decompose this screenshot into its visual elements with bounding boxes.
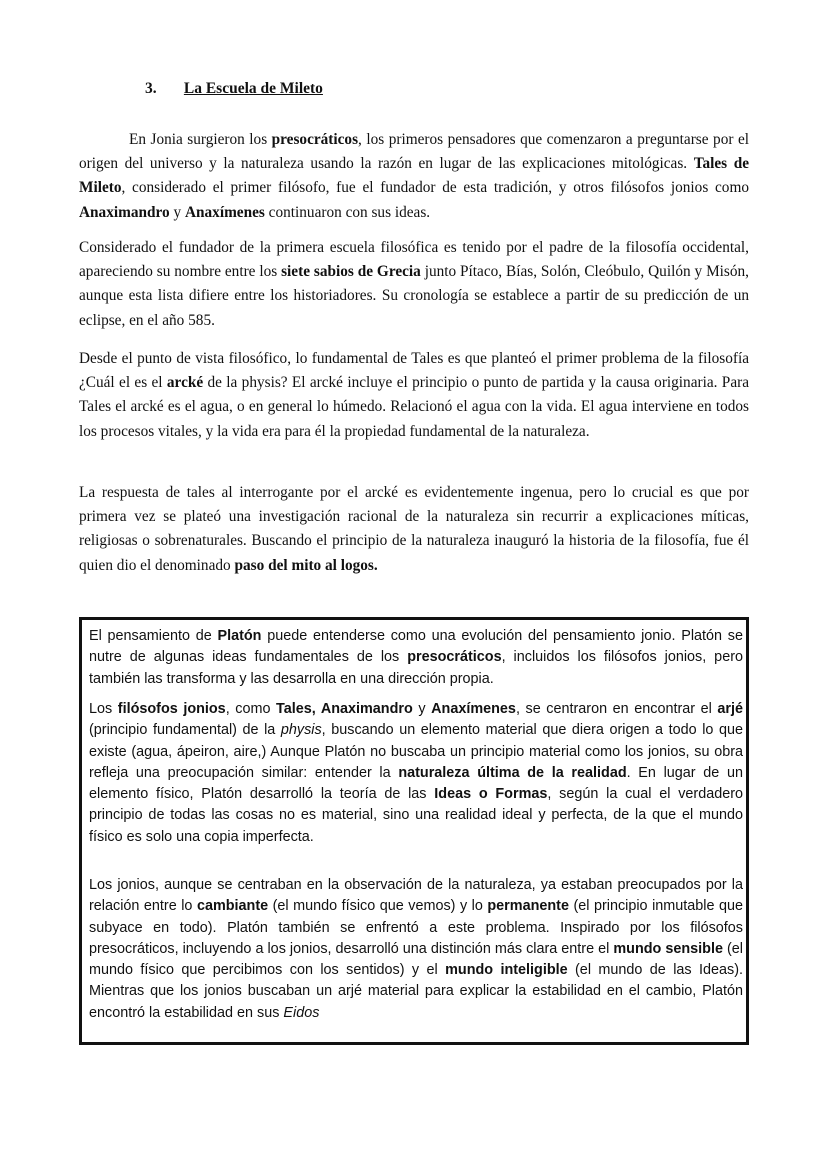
text-run: En Jonia surgieron los: [129, 131, 272, 148]
text-run: (el mundo físico que vemos) y lo: [268, 898, 488, 915]
box-paragraph: [89, 626, 743, 690]
emphasis-bold: presocráticos: [407, 649, 502, 666]
section-heading: [145, 80, 323, 98]
emphasis-bold: naturaleza última de la realidad: [398, 764, 627, 781]
box-paragraph: [89, 699, 743, 848]
text-run: (principio fundamental) de la: [89, 722, 281, 739]
emphasis-bold: mundo sensible: [613, 940, 723, 957]
text-run: , buscando un elemento material que diera origen a todo lo que existe (agua, ápeiron, aire,) Aunque Platón no buscaba un principio material como los jonios, su obra refleja una preocupación similar: entender la: [89, 722, 743, 781]
box-paragraph: [89, 875, 743, 1024]
text-run: y: [412, 701, 432, 717]
emphasis-bold: Ideas o Formas: [434, 786, 548, 803]
text-run: Considerado el fundador de la primera escuela filosófica es tenido por el padre de la filosofía occidental, apareciendo su nombre entre los: [79, 239, 749, 281]
emphasis-bold: siete sabios de Grecia: [281, 263, 421, 281]
emphasis-bold: filósofos jonios: [117, 701, 226, 717]
text-run: junto Pítaco, Bías, Solón, Cleóbulo, Quilón y Misón, aunque esta lista difiere entre los historiadores. Su cronología se establece a partir de su predicción de un eclipse, en el año 585.: [79, 263, 749, 329]
paragraph: [79, 481, 749, 578]
section-number: 3.: [145, 80, 157, 97]
section-title: La Escuela de Mileto: [183, 80, 323, 97]
text-run: (el mundo de las Ideas). Mientras que los jonios buscaban un arjé material para explicar la estabilidad en el cambio, Platón encontró la estabilidad en sus: [89, 962, 743, 1021]
emphasis-bold: Anaxímenes: [431, 701, 516, 717]
text-run: , se centraron en encontrar el: [515, 701, 718, 717]
emphasis-bold: Tales, Anaximandro: [276, 701, 413, 717]
text-run: puede entenderse como una evolución del pensamiento jonio. Platón se nutre de algunas ideas fundamentales de los: [89, 628, 743, 666]
text-run: . En lugar de un elemento físico, Platón desarrolló la teoría de las: [89, 764, 743, 803]
plato-callout-box: [79, 617, 749, 1045]
text-run: Los jonios, aunque se centraban en la observación de la naturaleza, ya estaban preocupados por la relación entre lo: [89, 877, 743, 915]
emphasis-bold: arcké: [166, 374, 204, 392]
text-run: , incluidos los filósofos jonios, pero también las transforma y las desarrolla en una dirección propia.: [89, 649, 743, 687]
emphasis-bold: Anaxímenes: [184, 203, 265, 221]
paragraph: [79, 347, 749, 444]
emphasis-bold: arjé: [717, 701, 744, 717]
text-run: (el principio inmutable que subyace en todo). Platón también se enfrentó a este problema. Inspirado por los filósofos presocráticos, incluyendo a los jonios, desarrolló una distinción más clara entre el: [89, 898, 743, 957]
text-run: El pensamiento de: [89, 628, 218, 644]
emphasis-bold: mundo inteligible: [445, 962, 568, 979]
text-run: continuaron con sus ideas.: [264, 203, 431, 221]
emphasis-bold: permanente: [487, 898, 569, 915]
emphasis-bold: Tales de Mileto: [79, 155, 749, 197]
text-run: (el mundo físico que percibimos con los sentidos) y el: [89, 940, 743, 979]
emphasis-italic: Eidos: [283, 1004, 320, 1021]
emphasis-bold: presocráticos: [271, 131, 359, 148]
paragraph: [79, 236, 749, 333]
text-run: Desde el punto de vista filosófico, lo fundamental de Tales es que planteó el primer problema de la filosofía ¿Cuál el es el: [79, 350, 749, 392]
paragraph: [79, 128, 749, 225]
text-run: , como: [225, 701, 277, 717]
text-run: , según la cual el verdadero principio de todas las cosas no es material, sino una realidad ideal y perfecta, de la que el mundo físico es solo una copia imperfecta.: [89, 786, 744, 845]
text-run: La respuesta de tales al interrogante por el arcké es evidentemente ingenua, pero lo crucial es que por primera vez se plateó una investigación racional de la naturaleza sin recurrir a explicaciones míticas, religiosas o sobrenaturales. Buscando el principio de la naturaleza inauguró la historia de la filosofía, fue él quien dio el denominado: [79, 484, 749, 574]
emphasis-bold: Platón: [217, 628, 262, 644]
text-run: Los: [89, 701, 118, 717]
text-run: , los primeros pensadores que comenzaron a preguntarse por el origen del universo y la naturaleza usando la razón en lugar de las explicaciones mitológicas.: [79, 131, 749, 173]
emphasis-bold: Anaximandro: [79, 203, 170, 221]
emphasis-bold: paso del mito al logos.: [234, 556, 378, 574]
text-run: , considerado el primer filósofo, fue el fundador de esta tradición, y otros filósofos jonios como: [121, 179, 749, 197]
emphasis-bold: cambiante: [196, 898, 269, 915]
text-run: y: [169, 203, 185, 221]
emphasis-italic: physis: [280, 722, 322, 739]
text-run: de la physis? El arcké incluye el principio o punto de partida y la causa originaria. Para Tales el arcké es el agua, o en general lo húmedo. Relacionó el agua con la vida. El agua interviene en todos los procesos vitales, y la vida era para él la propiedad fundamental de la naturaleza.: [79, 374, 749, 440]
